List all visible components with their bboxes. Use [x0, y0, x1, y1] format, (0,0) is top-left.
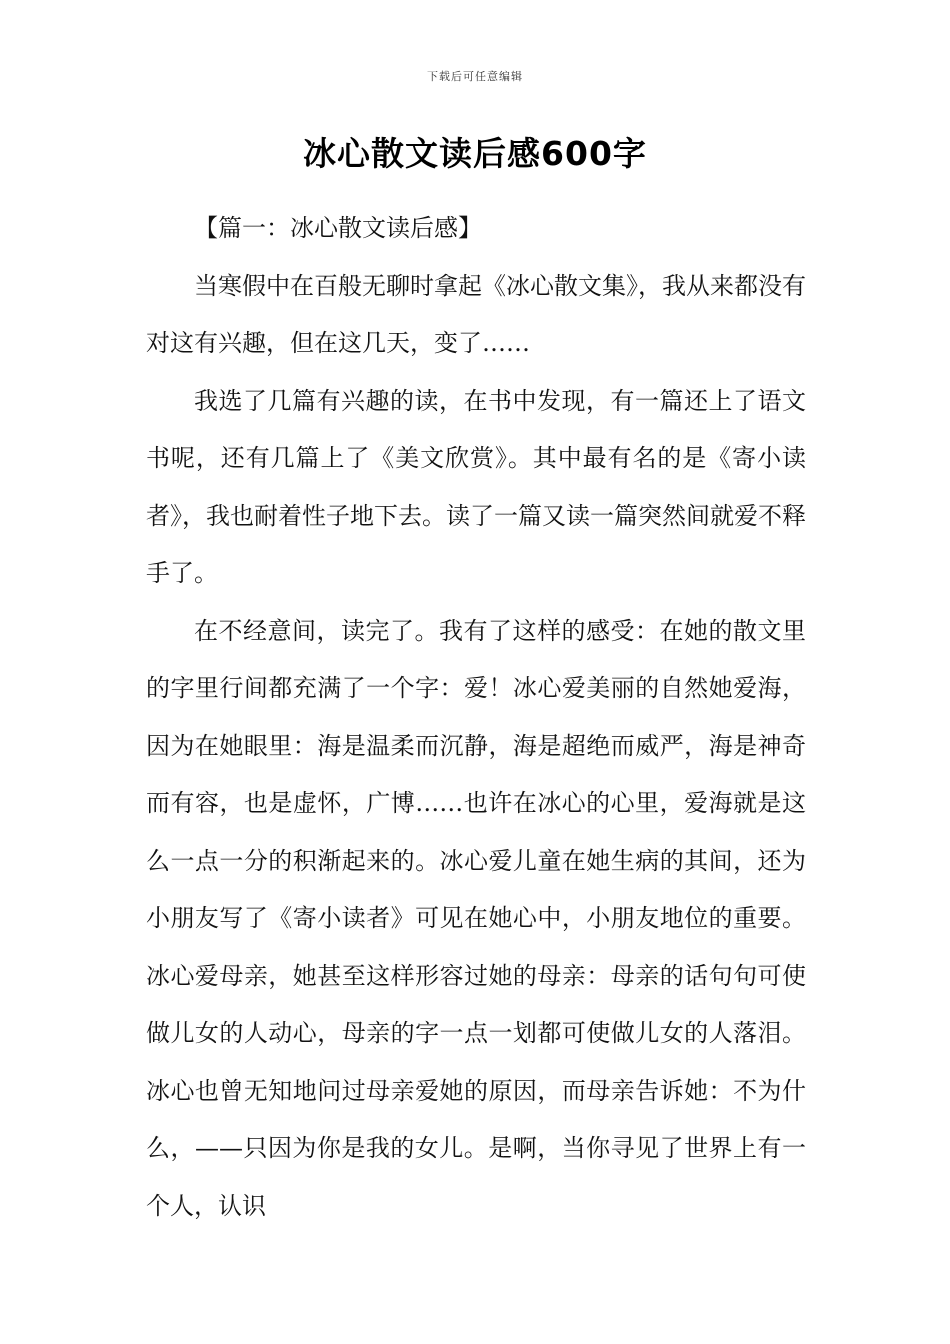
paragraph-2: 我选了几篇有兴趣的读，在书中发现，有一篇还上了语文书呢，还有几篇上了《美文欣赏》。其中最有名的是《寄小读者》，我也耐着性子地下去。读了一篇又读一篇突然间就爱不释手了。	[146, 386, 806, 587]
header-note: 下载后可任意编辑	[427, 70, 523, 83]
paragraph-1: 当寒假中在百般无聊时拿起《冰心散文集》，我从来都没有对这有兴趣，但在这几天，变了……	[146, 271, 806, 357]
document-body	[146, 200, 806, 1235]
document-title: 冰心散文读后感600字	[303, 134, 647, 173]
section-heading: 【篇一：冰心散文读后感】	[194, 214, 482, 242]
paragraph-3: 在不经意间，读完了。我有了这样的感受：在她的散文里的字里行间都充满了一个字：爱！冰心爱美丽的自然她爱海，因为在她眼里：海是温柔而沉静，海是超绝而威严，海是神奇而有容，也是虚怀，广博……也许在冰心的心里，爱海就是这么一点一分的积渐起来的。冰心爱儿童在她生病的其间，还为小朋友写了《寄小读者》可见在她心中，小朋友地位的重要。冰心爱母亲，她甚至这样形容过她的母亲：母亲的话句句可使做儿女的人动心，母亲的字一点一划都可使做儿女的人落泪。冰心也曾无知地问过母亲爱她的原因，而母亲告诉她：不为什么，——只因为你是我的女儿。是啊，当你寻见了世界上有一个人，认识	[146, 616, 806, 1220]
